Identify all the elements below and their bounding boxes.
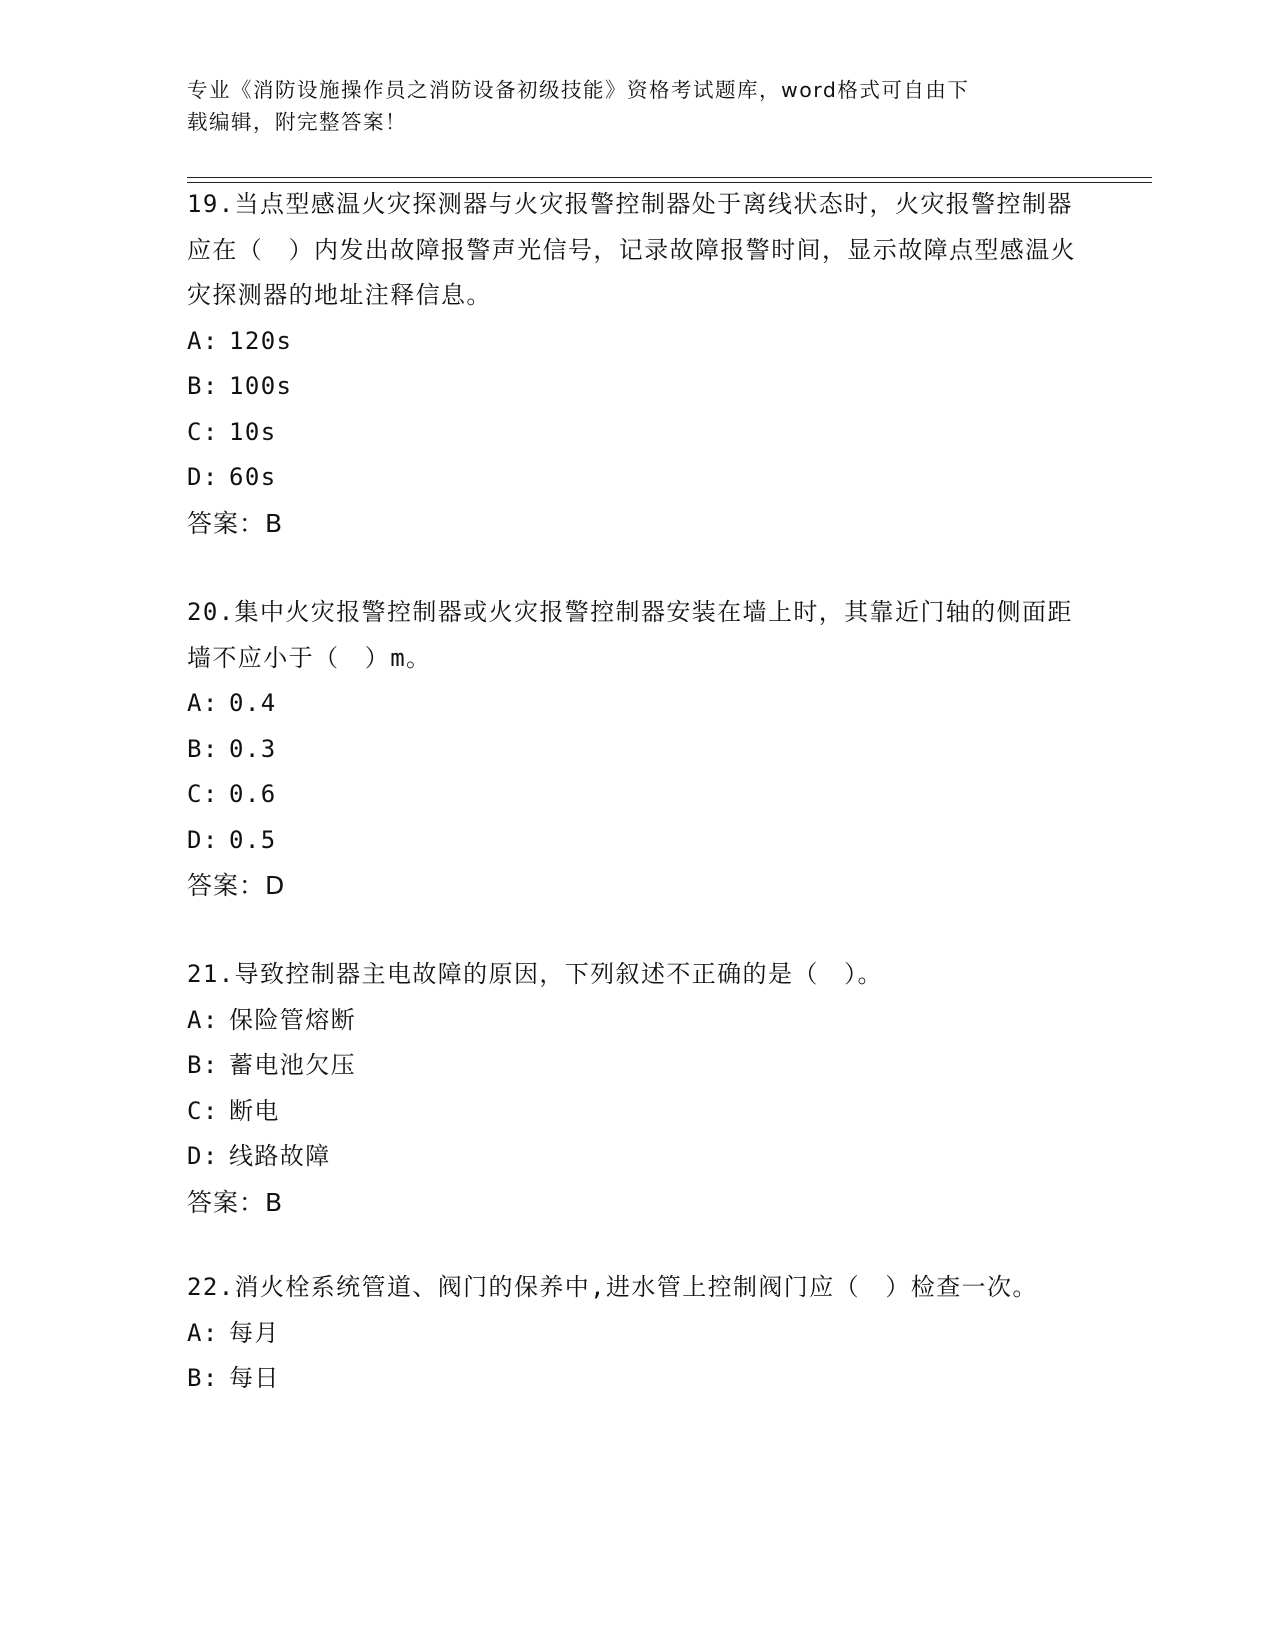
header-line-1: 专业《消防设施操作员之消防设备初级技能》资格考试题库，word格式可自由下: [187, 78, 970, 102]
option-b: B: 每日: [187, 1364, 280, 1392]
document-header: [187, 74, 1067, 138]
answer-label: 答案：B: [187, 1187, 284, 1217]
question-19: [187, 182, 1087, 546]
option-d: D: 线路故障: [187, 1142, 331, 1170]
option-a: A: 保险管熔断: [187, 1005, 356, 1034]
question-stem: 19.当点型感温火灾探测器与火灾报警控制器处于离线状态时，火灾报警控制器应在（ ）内发出故障报警声光信号，记录故障报警时间，显示故障点型感温火灾探测器的地址注释信息。: [187, 190, 1076, 309]
option-b: B: 0.3: [187, 734, 277, 763]
option-b: B: 100s: [187, 372, 293, 400]
header-line-2: 载编辑，附完整答案！: [187, 110, 407, 134]
option-a: A: 120s: [187, 326, 293, 355]
option-c: C: 断电: [187, 1096, 280, 1125]
question-stem: 20.集中火灾报警控制器或火灾报警控制器安装在墙上时，其靠近门轴的侧面距墙不应小于（ ）m。: [187, 598, 1073, 672]
option-c: C: 0.6: [187, 780, 277, 808]
answer-label: 答案：D: [187, 871, 286, 900]
question-20: [187, 590, 1087, 909]
option-a: A: 每月: [187, 1318, 280, 1347]
question-stem: 22.消火栓系统管道、阀门的保养中,进水管上控制阀门应（ ）检查一次。: [187, 1273, 1038, 1301]
question-22: [187, 1265, 1087, 1402]
header-divider-top: [187, 177, 1152, 178]
option-c: C: 10s: [187, 417, 277, 446]
option-d: D: 0.5: [187, 825, 277, 854]
question-stem: 21.导致控制器主电故障的原因，下列叙述不正确的是（ ）。: [187, 960, 883, 988]
option-b: B: 蓄电池欠压: [187, 1051, 356, 1079]
option-a: A: 0.4: [187, 689, 277, 717]
question-21: [187, 952, 1087, 1225]
option-d: D: 60s: [187, 463, 277, 491]
answer-label: 答案：B: [187, 508, 284, 538]
